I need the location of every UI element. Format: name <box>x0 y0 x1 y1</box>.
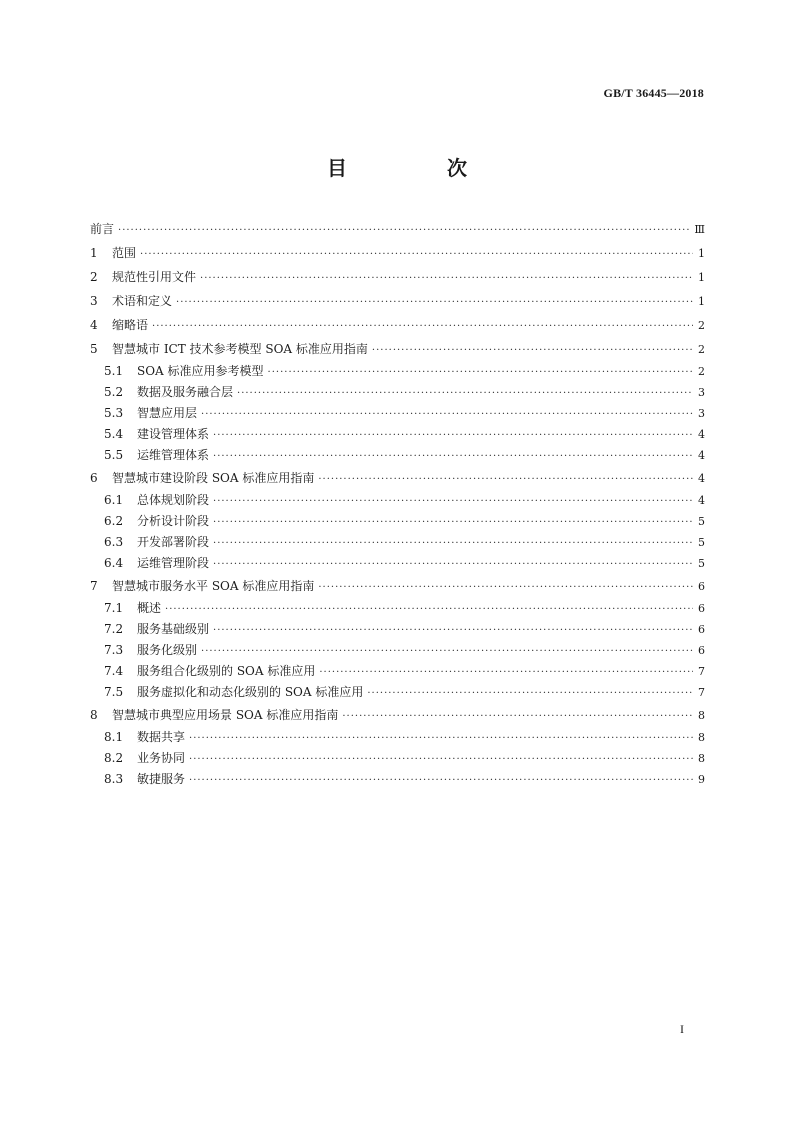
toc-entry-number: 3 <box>90 294 98 308</box>
toc-entry-number: 5.3 <box>104 406 124 420</box>
toc-leader-dots <box>201 641 693 662</box>
toc-entry-number: 4 <box>90 318 98 332</box>
toc-entry-page: 7 <box>698 665 705 678</box>
toc-leader-dots <box>213 425 693 446</box>
toc-entry-number: 8 <box>90 708 98 722</box>
toc-entry[interactable] <box>90 403 705 424</box>
toc-entry[interactable] <box>90 424 705 445</box>
toc-entry-label: 规范性引用文件 <box>112 270 197 284</box>
toc-entry-label: 总体规划阶段 <box>137 493 210 507</box>
toc-entry-label: 建设管理体系 <box>137 427 210 441</box>
toc-entry-page: 4 <box>698 472 705 485</box>
toc-entry-page: 3 <box>698 386 705 399</box>
toc-entry-label: 智慧应用层 <box>137 406 198 420</box>
toc-leader-dots <box>152 315 693 339</box>
toc-entry[interactable] <box>90 490 705 511</box>
toc-entry-page: 1 <box>698 247 705 260</box>
toc-entry-page: 6 <box>698 644 705 657</box>
toc-entry-number: 5.2 <box>104 385 124 399</box>
toc-entry-number: 2 <box>90 270 98 284</box>
toc-leader-dots <box>189 770 693 791</box>
toc-entry-page: 5 <box>698 536 705 549</box>
toc-entry-number: 6.4 <box>104 556 124 570</box>
toc-leader-dots <box>213 491 693 512</box>
toc-entry-label: 概述 <box>137 601 162 615</box>
toc-entry-page: 4 <box>698 428 705 441</box>
toc-entry[interactable] <box>90 727 705 748</box>
toc-entry-page: 2 <box>698 343 705 356</box>
toc-entry-page: 3 <box>698 407 705 420</box>
toc-entry-label: SOA 标准应用参考模型 <box>137 364 264 378</box>
toc-entry-label: 智慧城市典型应用场景 SOA 标准应用指南 <box>112 708 339 722</box>
toc-entry-label: 服务组合化级别的 SOA 标准应用 <box>137 664 316 678</box>
toc-entry-label: 开发部署阶段 <box>137 535 210 549</box>
toc-entry[interactable] <box>90 619 705 640</box>
toc-entry[interactable] <box>90 466 705 490</box>
toc-leader-dots <box>342 705 693 729</box>
toc-entry[interactable] <box>90 241 705 265</box>
toc-entry-number: 6.2 <box>104 514 124 528</box>
toc-entry-number: 7.3 <box>104 643 124 657</box>
toc-leader-dots <box>367 683 693 704</box>
toc-leader-dots <box>200 267 693 291</box>
toc-entry-number: 7.4 <box>104 664 124 678</box>
toc-entry-page: Ⅲ <box>694 223 705 236</box>
toc-entry[interactable] <box>90 361 705 382</box>
toc-leader-dots <box>213 512 693 533</box>
toc-entry-label: 运维管理体系 <box>137 448 210 462</box>
page-title: 目 次 <box>327 156 507 180</box>
toc-entry[interactable] <box>90 574 705 598</box>
toc-entry-label: 数据及服务融合层 <box>137 385 234 399</box>
toc-entry-page: 8 <box>698 752 705 765</box>
toc-entry-label: 智慧城市 ICT 技术参考模型 SOA 标准应用指南 <box>112 342 368 356</box>
toc-entry[interactable] <box>90 511 705 532</box>
toc-entry-page: 2 <box>698 319 705 332</box>
toc-entry-page: 6 <box>698 602 705 615</box>
toc-entry[interactable] <box>90 445 705 466</box>
toc-entry-number: 5.5 <box>104 448 124 462</box>
toc-leader-dots <box>213 554 693 575</box>
toc-leader-dots <box>213 533 693 554</box>
toc-leader-dots <box>118 219 690 243</box>
toc-entry-label: 术语和定义 <box>112 294 173 308</box>
toc-entry-page: 4 <box>698 449 705 462</box>
toc-entry[interactable] <box>90 703 705 727</box>
toc-entry-number: 8.3 <box>104 772 124 786</box>
toc-leader-dots <box>201 404 693 425</box>
toc-entry[interactable] <box>90 532 705 553</box>
toc-leader-dots <box>140 243 693 267</box>
toc-entry-page: 1 <box>698 271 705 284</box>
toc-leader-dots <box>213 620 693 641</box>
toc-entry-number: 8.2 <box>104 751 124 765</box>
toc-entry-number: 7.5 <box>104 685 124 699</box>
toc-entry-label: 缩略语 <box>112 318 149 332</box>
toc-entry[interactable] <box>90 598 705 619</box>
toc-entry-number: 7 <box>90 579 98 593</box>
toc-leader-dots <box>318 576 693 600</box>
toc-entry[interactable] <box>90 217 705 241</box>
toc-entry[interactable] <box>90 682 705 703</box>
toc-entry-page: 6 <box>698 580 705 593</box>
toc-entry-label: 分析设计阶段 <box>137 514 210 528</box>
toc-entry-label: 范围 <box>112 246 137 260</box>
toc-leader-dots <box>237 383 693 404</box>
toc-entry-label: 智慧城市服务水平 SOA 标准应用指南 <box>112 579 315 593</box>
toc-leader-dots <box>213 446 693 467</box>
toc-entry[interactable] <box>90 553 705 574</box>
toc-leader-dots <box>318 468 693 492</box>
toc-entry-page: 5 <box>698 515 705 528</box>
toc-entry-number: 7.2 <box>104 622 124 636</box>
toc-entry-label: 智慧城市建设阶段 SOA 标准应用指南 <box>112 471 315 485</box>
toc-entry-page: 5 <box>698 557 705 570</box>
toc-entry-page: 6 <box>698 623 705 636</box>
toc-entry-page: 4 <box>698 494 705 507</box>
toc-entry[interactable] <box>90 289 705 313</box>
toc-leader-dots <box>372 339 693 363</box>
toc-entry-page: 1 <box>698 295 705 308</box>
toc-entry-page: 8 <box>698 731 705 744</box>
toc-entry-page: 7 <box>698 686 705 699</box>
toc-entry[interactable] <box>90 748 705 769</box>
toc-leader-dots <box>165 599 693 620</box>
toc-entry-label: 业务协同 <box>137 751 186 765</box>
toc-leader-dots <box>319 662 693 683</box>
toc-entry-number: 6.3 <box>104 535 124 549</box>
toc-entry[interactable] <box>90 640 705 661</box>
toc-entry-number: 7.1 <box>104 601 124 615</box>
toc-entry-label: 运维管理阶段 <box>137 556 210 570</box>
page-number: I <box>680 1022 684 1036</box>
toc-entry-label: 服务虚拟化和动态化级别的 SOA 标准应用 <box>137 685 364 699</box>
toc-entry-number: 1 <box>90 246 98 260</box>
toc-leader-dots <box>176 291 693 315</box>
toc-entry-number: 8.1 <box>104 730 124 744</box>
toc-entry-number: 5.1 <box>104 364 124 378</box>
toc-entry[interactable] <box>90 265 705 289</box>
toc-leader-dots <box>268 362 693 383</box>
toc-leader-dots <box>189 728 693 749</box>
toc-entry-label: 前言 <box>90 222 115 236</box>
toc-entry-label: 服务化级别 <box>137 643 198 657</box>
toc-entry-number: 5 <box>90 342 98 356</box>
toc-entry-label: 数据共享 <box>137 730 186 744</box>
toc-entry[interactable] <box>90 382 705 403</box>
toc-entry-number: 6.1 <box>104 493 124 507</box>
toc-entry[interactable] <box>90 661 705 682</box>
toc-entry[interactable] <box>90 337 705 361</box>
toc-entry[interactable] <box>90 313 705 337</box>
toc-entry-page: 9 <box>698 773 705 786</box>
toc-entry[interactable] <box>90 769 705 790</box>
toc-entry-page: 2 <box>698 365 705 378</box>
toc-entry-number: 5.4 <box>104 427 124 441</box>
toc-entry-label: 敏捷服务 <box>137 772 186 786</box>
toc-entry-page: 8 <box>698 709 705 722</box>
toc-entry-label: 服务基础级别 <box>137 622 210 636</box>
table-of-contents <box>90 217 705 790</box>
toc-leader-dots <box>189 749 693 770</box>
toc-entry-number: 6 <box>90 471 98 485</box>
standard-code: GB/T 36445—2018 <box>603 86 704 100</box>
